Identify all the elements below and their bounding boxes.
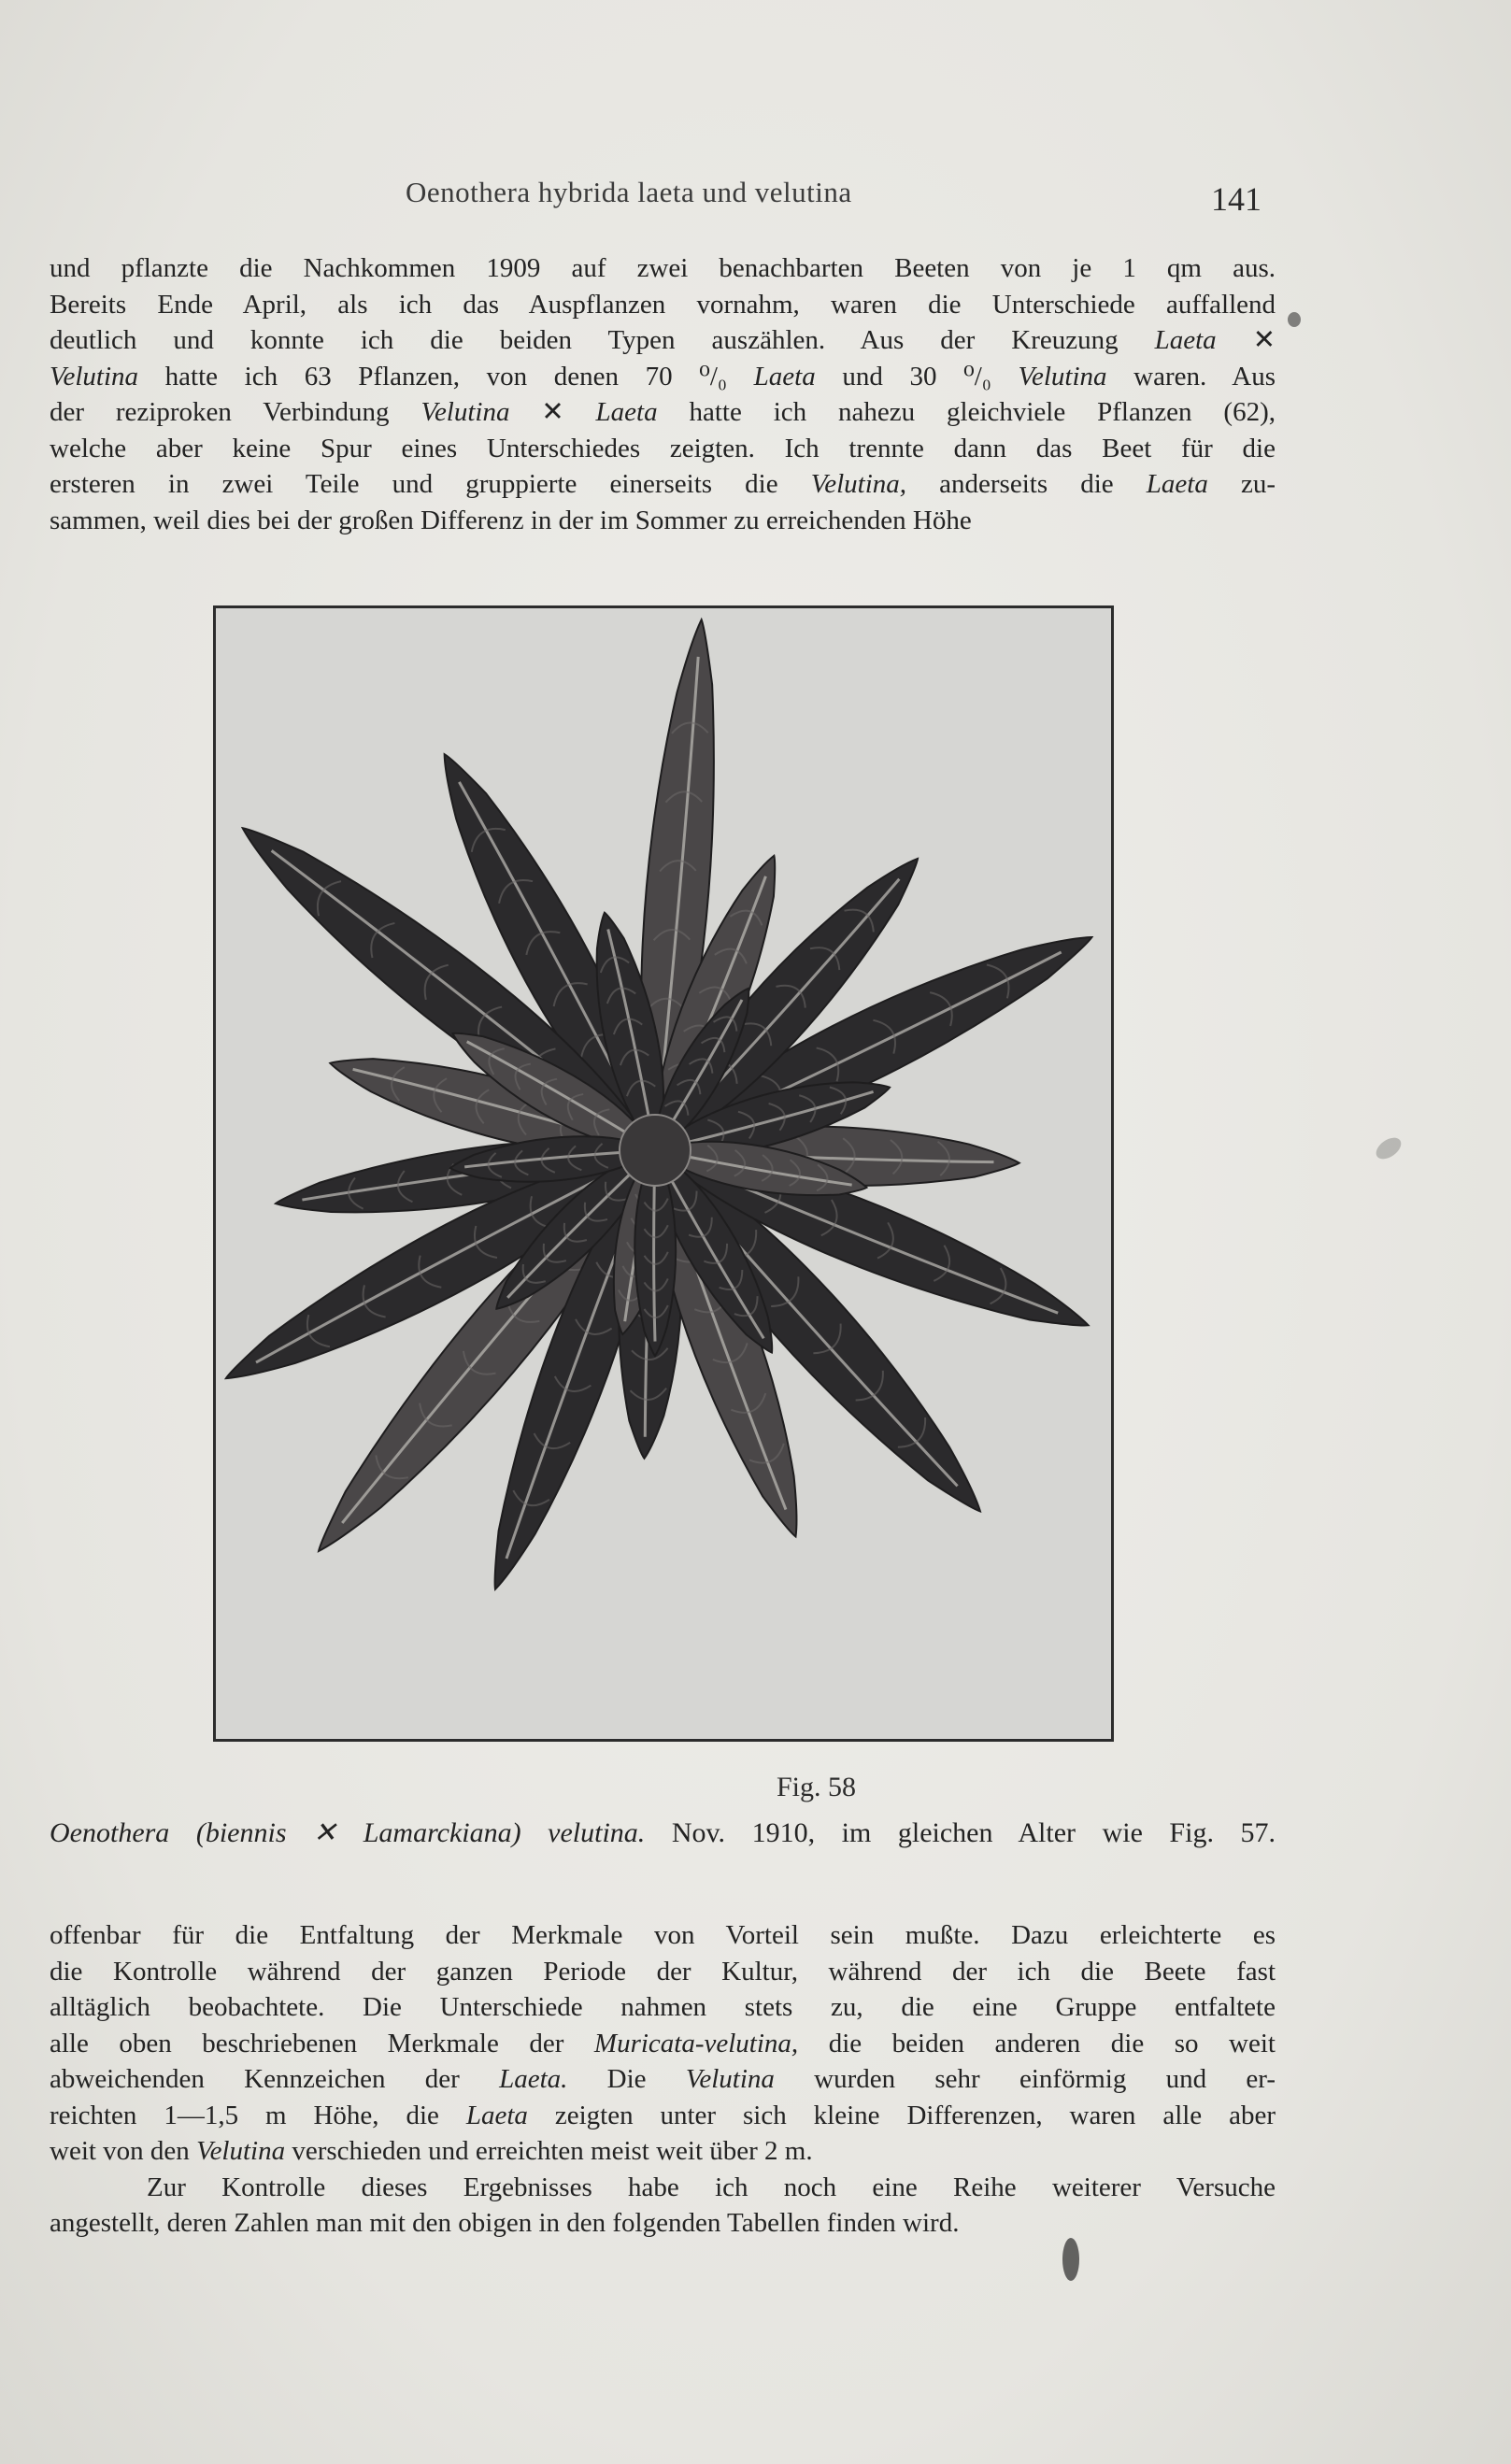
text-run: Zur Kontrolle dieses Ergebnisses habe ich noch eine Reihe weiterer Versuche bbox=[147, 2172, 1276, 2202]
text-run: anderseits die bbox=[906, 469, 1147, 499]
text-run: zeigten unter sich kleine Differenzen, waren alle aber bbox=[527, 2100, 1276, 2130]
text-run: angestellt, deren Zahlen man mit den obigen in den folgenden Tabellen finden wird. bbox=[50, 2208, 960, 2238]
text-run: ersteren in zwei Teile und gruppierte einerseits die bbox=[50, 469, 811, 499]
text-line bbox=[50, 1989, 1276, 2026]
text-line bbox=[50, 466, 1276, 503]
italic-text: Muricata-velutina, bbox=[593, 2028, 799, 2058]
text-run: die Kontrolle während der ganzen Periode der Kultur, während der ich die Beete fast bbox=[50, 1956, 1276, 1987]
paragraph-1 bbox=[50, 250, 1276, 538]
text-run: hatte ich 63 Pflanzen, von denen 70 ⁰/₀ bbox=[138, 361, 754, 392]
text-run: sammen, weil dies bei der großen Differenz in der im Sommer zu erreichenden Höhe bbox=[50, 505, 972, 535]
italic-text: Velutina bbox=[1018, 361, 1107, 392]
text-run: die beiden anderen die so weit bbox=[798, 2028, 1276, 2058]
italic-text: Velutina bbox=[196, 2136, 286, 2166]
text-run: hatte ich nahezu gleichviele Pflanzen (62), bbox=[657, 397, 1276, 427]
text-line bbox=[50, 503, 1276, 539]
text-run: Bereits Ende April, als ich das Auspflanzen vornahm, waren die Unterschiede auffallend bbox=[50, 289, 1276, 320]
italic-text: Oenothera (biennis ✕ Lamarckiana) velutina. bbox=[50, 1817, 646, 1848]
text-run: und 30 ⁰/₀ bbox=[815, 361, 1019, 392]
italic-text: Velutina bbox=[421, 397, 510, 427]
italic-text: Laeta bbox=[1146, 469, 1208, 499]
text-line bbox=[50, 359, 1276, 395]
text-run: der reziproken Verbindung bbox=[50, 397, 421, 427]
italic-text: Laeta bbox=[595, 397, 658, 427]
figure-label: Fig. 58 bbox=[776, 1772, 857, 1802]
text-run: offenbar für die Entfaltung der Merkmale von Vorteil sein mußte. Dazu erleichterte es bbox=[50, 1920, 1276, 1950]
text-line bbox=[50, 250, 1276, 287]
text-run: ✕ bbox=[509, 397, 596, 427]
text-line bbox=[50, 2026, 1276, 2062]
ink-spot bbox=[1062, 2238, 1079, 2281]
italic-text: Velutina, bbox=[810, 469, 907, 499]
text-run: verschieden und erreichten meist weit über 2 m. bbox=[285, 2136, 813, 2166]
text-run: alltäglich beobachtete. Die Unterschiede nahmen stets zu, die eine Gruppe entfaltete bbox=[50, 1992, 1276, 2022]
text-run: abweichenden Kennzeichen der bbox=[50, 2064, 500, 2094]
text-run: deutlich und konnte ich die beiden Typen auszählen. Aus der Kreuzung bbox=[50, 325, 1155, 355]
text-run: wurden sehr einförmig und er- bbox=[774, 2064, 1276, 2094]
text-run: waren. Aus bbox=[1106, 361, 1276, 392]
rosette-plant-illustration bbox=[216, 608, 1111, 1739]
figure-caption bbox=[50, 1816, 1276, 1849]
text-run: und pflanzte die Nachkommen 1909 auf zwei benachbarten Beeten von je 1 qm aus. bbox=[50, 253, 1276, 283]
text-line bbox=[50, 322, 1276, 359]
running-title: Oenothera hybrida laeta und velutina bbox=[406, 176, 852, 208]
text-line bbox=[50, 1954, 1276, 1990]
italic-text: Velutina bbox=[50, 361, 139, 392]
text-line bbox=[50, 1917, 1276, 1954]
text-run: Nov. 1910, im gleichen Alter wie Fig. 57. bbox=[645, 1817, 1276, 1848]
text-line bbox=[50, 2133, 1276, 2170]
text-run: weit von den bbox=[50, 2136, 197, 2166]
ink-spot bbox=[1373, 1133, 1405, 1163]
italic-text: Velutina bbox=[685, 2064, 775, 2094]
italic-text: Laeta bbox=[1154, 325, 1217, 355]
text-line bbox=[50, 2098, 1276, 2134]
paragraph-2 bbox=[50, 1917, 1276, 2242]
italic-text: Laeta bbox=[465, 2100, 528, 2130]
text-run: reichten 1—1,5 m Höhe, die bbox=[50, 2100, 466, 2130]
rosette-center bbox=[620, 1115, 691, 1186]
italic-text: Laeta bbox=[753, 361, 816, 392]
text-run: welche aber keine Spur eines Unterschiedes zeigten. Ich trennte dann das Beet für die bbox=[50, 433, 1276, 463]
text-line bbox=[50, 394, 1276, 431]
ink-spot bbox=[1288, 312, 1301, 327]
text-line bbox=[50, 2170, 1276, 2206]
text-line bbox=[50, 287, 1276, 323]
text-line bbox=[50, 2205, 1276, 2242]
text-run: Die bbox=[567, 2064, 686, 2094]
text-line bbox=[50, 2061, 1276, 2098]
figure-photograph bbox=[213, 605, 1114, 1742]
italic-text: Laeta. bbox=[499, 2064, 568, 2094]
text-run: alle oben beschriebenen Merkmale der bbox=[50, 2028, 594, 2058]
text-run: ✕ bbox=[1216, 325, 1276, 355]
text-run: zu- bbox=[1207, 469, 1276, 499]
page-number: 141 bbox=[1211, 180, 1262, 218]
text-line bbox=[50, 431, 1276, 467]
